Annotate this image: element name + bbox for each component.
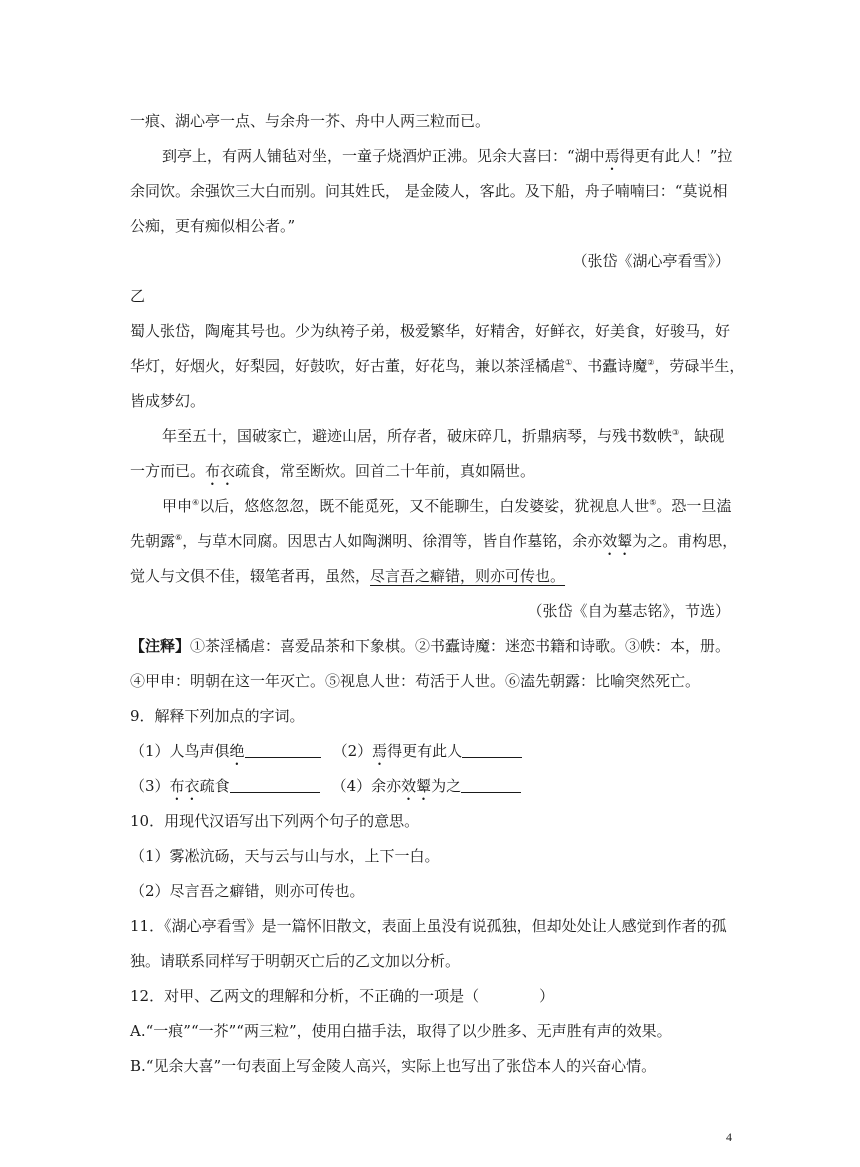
question-12: 12．对甲、乙两文的理解和分析，不正确的一项是（ ） — [130, 987, 555, 1005]
note-marker: ④ — [192, 498, 200, 507]
note-marker: ② — [647, 358, 655, 367]
question-10-1: （1）雾凇沆砀，天与云与山与水，上下一白。 — [130, 847, 440, 865]
page-number: 4 — [726, 1130, 732, 1144]
question-12-option-a: A.“一痕”“一芥”“两三粒”，使用白描手法，取得了以少胜多、无声胜有声的效果。 — [130, 1022, 672, 1040]
notes-line-1: 【注释】①茶淫橘虐：喜爱品茶和下象棋。②书蠹诗魔：迷恋书籍和诗歌。③帙：本，册。 — [130, 637, 731, 655]
note-marker: ⑤ — [649, 498, 657, 507]
yi-para1-line-1: 蜀人张岱，陶庵其号也。少为纨袴子弟，极爱繁华，好精舍，好鲜衣，好美食，好骏马，好 — [130, 322, 731, 340]
dotted-word: 焉 — [372, 742, 388, 760]
answer-blank-9-2[interactable] — [462, 743, 522, 758]
question-9-row-2: （3）布衣疏食 （4）余亦效颦为之 — [130, 776, 730, 804]
answer-blank-9-3[interactable] — [230, 778, 320, 793]
dotted-word: 布衣 — [205, 462, 236, 480]
yi-para3-line-3: 觉人与文俱不佳，辍笔者再，虽然，尽言吾之癖错，则亦可传也。 — [130, 567, 566, 585]
yi-para1-line-2: 华灯，好烟火，好梨园，好鼓吹，好古董，好花鸟，兼以茶淫橘虐①、书蠹诗魔②，劳碌半生， — [130, 357, 745, 375]
question-10: 10．用现代汉语写出下列两个句子的意思。 — [130, 812, 420, 830]
dotted-word: 绝 — [229, 742, 245, 760]
note-marker: ① — [565, 358, 573, 367]
notes-line-2: ④甲申：明朝在这一年灭亡。⑤视息人世：苟活于人世。⑥溘先朝露：比喻突然死亡。 — [130, 672, 701, 690]
jia-para2-line-1: 到亭上，有两人铺毡对坐，一童子烧酒炉正沸。见余大喜曰：“湖中焉得更有此人！”拉 — [162, 147, 733, 165]
yi-para3-line-2: 先朝露⑥，与草木同腐。因思古人如陶渊明、徐渭等，皆自作墓铭，余亦效颦为之。甫构思， — [130, 532, 738, 550]
question-12-option-b: B.“见余大喜”一句表面上写金陵人高兴，实际上也写出了张岱本人的兴奋心情。 — [130, 1057, 657, 1075]
dotted-word: 布衣 — [169, 777, 200, 795]
dotted-word: 效颦 — [602, 532, 633, 550]
note-marker: ③ — [672, 428, 680, 437]
question-10-2: （2）尽言吾之癖错，则亦可传也。 — [130, 882, 365, 900]
yi-para2-line-2: 一方而已。布衣疏食，常至断炊。回首二十年前，真如隔世。 — [130, 462, 536, 480]
question-11-line-2: 独。请联系同样写于明朝灭亡后的乙文加以分析。 — [130, 952, 461, 970]
note-marker: ⑥ — [175, 533, 183, 542]
yi-para3-line-1: 甲申④以后，悠悠忽忽，既不能觅死，又不能聊生，白发婆娑，犹视息人世⑤。恐一旦溘 — [162, 497, 732, 515]
answer-blank-9-1[interactable] — [245, 743, 321, 758]
jia-para2-line-3: 公痴，更有痴似相公者。” — [130, 217, 296, 235]
yi-source: （张岱《自为墓志铭》，节选） — [527, 602, 730, 620]
notes-label: 【注释】 — [130, 637, 191, 655]
question-11-line-1: 11．《湖心亭看雪》是一篇怀旧散文，表面上虽没有说孤独，但却处处让人感觉到作者的孤 — [130, 917, 727, 935]
question-9: 9．解释下列加点的字词。 — [130, 707, 305, 725]
yi-label: 乙 — [130, 287, 146, 305]
yi-para1-line-3: 皆成梦幻。 — [130, 392, 206, 410]
dotted-word: 焉 — [604, 147, 620, 165]
jia-line-1: 一痕、湖心亭一点、与余舟一芥、舟中人两三粒而已。 — [130, 112, 491, 130]
jia-source: （张岱《湖心亭看雪》） — [572, 252, 730, 270]
underlined-sentence: 尽言吾之癖错，则亦可传也。 — [370, 567, 566, 585]
dotted-word: 效颦 — [401, 777, 432, 795]
jia-para2-line-2: 余同饮。余强饮三大白而别。问其姓氏， 是金陵人，客此。及下船，舟子喃喃曰：“莫说相 — [130, 182, 728, 200]
question-9-row-1: （1）人鸟声俱绝 （2）焉得更有此人 — [130, 741, 730, 769]
answer-blank-9-4[interactable] — [461, 778, 521, 793]
yi-para2-line-1: 年至五十，国破家亡，避迹山居，所存者，破床碎几，折鼎病琴，与残书数帙③，缺砚 — [162, 427, 725, 445]
